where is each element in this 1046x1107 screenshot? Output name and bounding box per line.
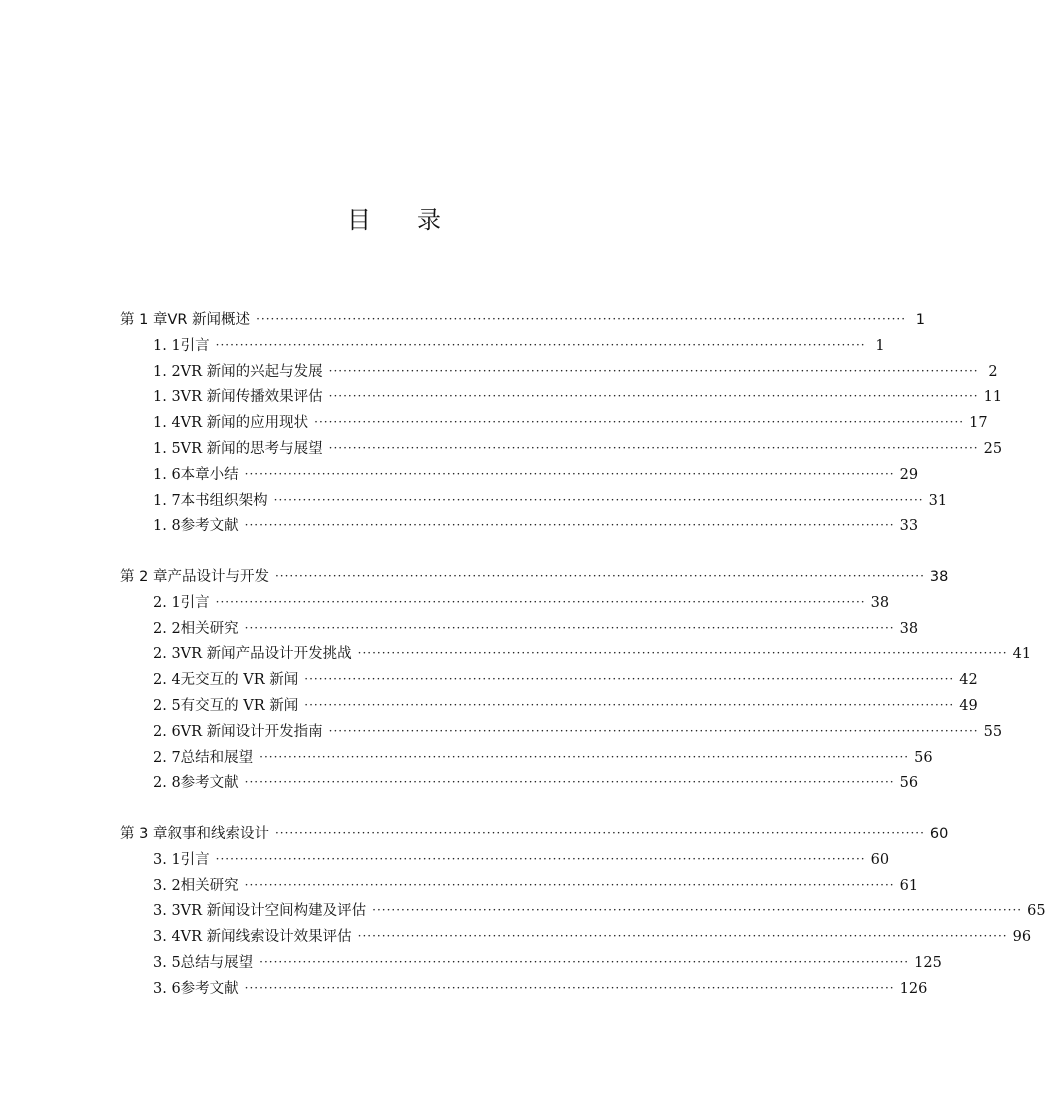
section-number: 2. 3	[153, 646, 181, 663]
dot-leader: ·······································································································································	[274, 569, 925, 583]
section-number: 1. 7	[153, 492, 181, 509]
section-title: 有交互的 VR 新闻	[180, 697, 299, 714]
page-number: 38	[870, 594, 890, 611]
section-number: 1. 6	[153, 466, 181, 483]
title-left-char: 目	[347, 206, 373, 234]
page-number: 125	[914, 954, 942, 971]
toc-section-entry[interactable]	[120, 437, 1003, 463]
section-title: 参考文献	[180, 518, 239, 535]
section-number: 2. 5	[153, 697, 181, 714]
section-title: 无交互的 VR 新闻	[180, 672, 299, 689]
dot-leader: ·······································································································································	[328, 440, 979, 455]
dot-leader: ·······································································································································	[215, 594, 866, 609]
section-number: 3. 4	[153, 929, 181, 946]
dot-leader: ·······································································································································	[274, 826, 925, 840]
page-number: 41	[1012, 646, 1032, 663]
page-number: 1	[915, 312, 926, 328]
dot-leader: ·······································································································································	[357, 646, 1008, 661]
page-number: 1	[875, 337, 885, 354]
section-title: 参考文献	[180, 775, 239, 792]
section-title: VR 新闻设计开发指南	[180, 723, 323, 740]
toc-section-entry[interactable]	[120, 951, 942, 977]
section-number: 2. 6	[153, 723, 181, 740]
toc-chapter-1	[120, 308, 1003, 540]
section-title: 相关研究	[180, 620, 239, 637]
page-number: 11	[983, 389, 1003, 406]
section-number: 1. 8	[153, 518, 181, 535]
chapter-number: 第 2 章	[120, 569, 168, 585]
toc-section-entry[interactable]	[120, 977, 928, 1003]
section-number: 2. 4	[153, 672, 181, 689]
toc-chapter-entry[interactable]	[120, 308, 926, 334]
chapter-title: VR 新闻概述	[167, 312, 251, 328]
page-number: 61	[899, 877, 919, 894]
section-title: 总结与展望	[180, 954, 254, 971]
dot-leader: ·······································································································································	[328, 363, 979, 378]
toc-section-entry[interactable]	[120, 642, 1032, 668]
dot-leader: ·······································································································································	[244, 775, 895, 790]
page-number: 38	[929, 569, 949, 585]
section-title: VR 新闻的兴起与发展	[180, 363, 323, 380]
toc-section-entry[interactable]	[120, 334, 885, 360]
section-number: 3. 6	[153, 980, 181, 997]
chapter-number: 第 3 章	[120, 826, 168, 842]
section-title: VR 新闻产品设计开发挑战	[180, 646, 352, 663]
toc-section-entry[interactable]	[120, 411, 988, 437]
section-number: 1. 1	[153, 337, 181, 354]
dot-leader: ·······································································································································	[304, 672, 955, 687]
page-number: 17	[969, 415, 988, 432]
section-title: 总结和展望	[180, 749, 254, 766]
dot-leader: ·······································································································································	[259, 954, 910, 969]
section-title: 引言	[180, 594, 210, 611]
section-number: 2. 8	[153, 775, 181, 792]
chapter-number: 第 1 章	[120, 312, 168, 328]
toc-section-entry[interactable]	[120, 848, 890, 874]
section-number: 1. 4	[153, 415, 181, 432]
toc-chapter-entry[interactable]	[120, 822, 949, 848]
dot-leader: ·······································································································································	[244, 466, 895, 481]
toc-section-entry[interactable]	[120, 668, 978, 694]
page-number: 2	[988, 363, 998, 380]
section-title: VR 新闻的应用现状	[180, 415, 309, 432]
section-number: 3. 1	[153, 851, 181, 868]
section-title: 引言	[180, 851, 210, 868]
toc-section-entry[interactable]	[120, 463, 919, 489]
page-number: 38	[899, 620, 919, 637]
section-title: 本书组织架构	[180, 492, 268, 509]
section-number: 2. 2	[153, 620, 181, 637]
toc-chapter-entry[interactable]	[120, 565, 949, 591]
toc-section-entry[interactable]	[120, 925, 1032, 951]
toc-chapter-2	[120, 565, 1032, 797]
page-number: 29	[899, 466, 919, 483]
page-number: 65	[1027, 903, 1046, 920]
section-number: 2. 7	[153, 749, 181, 766]
dot-leader: ·······································································································································	[328, 389, 979, 404]
chapter-title: 叙事和线索设计	[167, 826, 269, 842]
page-number: 31	[928, 492, 948, 509]
dot-leader: ·······································································································································	[357, 929, 1008, 944]
section-number: 3. 3	[153, 903, 181, 920]
section-number: 1. 5	[153, 440, 181, 457]
section-number: 1. 3	[153, 389, 181, 406]
dot-leader: ·······································································································································	[215, 337, 866, 352]
toc-section-entry[interactable]	[120, 489, 948, 515]
dot-leader: ·······································································································································	[215, 851, 866, 866]
section-number: 3. 2	[153, 877, 181, 894]
section-number: 3. 5	[153, 954, 181, 971]
section-title: VR 新闻传播效果评估	[180, 389, 323, 406]
dot-leader: ·······································································································································	[244, 620, 895, 635]
dot-leader: ·······································································································································	[244, 980, 895, 995]
toc-section-entry[interactable]	[120, 514, 919, 540]
toc-section-entry[interactable]	[120, 874, 919, 900]
toc-section-entry[interactable]	[120, 617, 919, 643]
toc-section-entry[interactable]	[120, 720, 1003, 746]
toc-section-entry[interactable]	[120, 591, 890, 617]
dot-leader: ·······································································································································	[259, 749, 910, 764]
section-number: 1. 2	[153, 363, 181, 380]
chapter-title: 产品设计与开发	[167, 569, 269, 585]
page-number: 126	[899, 980, 928, 997]
toc-section-entry[interactable]	[120, 360, 998, 386]
section-title: VR 新闻线索设计效果评估	[180, 929, 352, 946]
section-number: 2. 1	[153, 594, 181, 611]
dot-leader: ·······································································································································	[372, 903, 1023, 918]
toc-section-entry[interactable]	[120, 694, 978, 720]
dot-leader: ·······································································································································	[314, 415, 965, 430]
dot-leader: ·······································································································································	[304, 697, 955, 712]
page-number: 33	[899, 518, 919, 535]
page-number: 60	[929, 826, 949, 842]
page-number: 56	[914, 749, 933, 766]
page-number: 49	[959, 697, 978, 714]
toc-section-entry[interactable]	[120, 385, 1003, 411]
page-number: 60	[870, 851, 890, 868]
toc-chapter-3	[120, 822, 1046, 1003]
section-title: 参考文献	[180, 980, 239, 997]
page-number: 55	[983, 723, 1003, 740]
dot-leader: ·······································································································································	[328, 723, 979, 738]
dot-leader: ·······································································································································	[244, 518, 895, 533]
toc-section-entry[interactable]	[120, 899, 1046, 925]
dot-leader: ·······································································································································	[256, 312, 907, 326]
section-title: VR 新闻设计空间构建及评估	[180, 903, 367, 920]
page-number: 56	[899, 775, 919, 792]
title-right-char: 录	[417, 206, 443, 234]
section-title: VR 新闻的思考与展望	[180, 440, 323, 457]
section-title: 引言	[180, 337, 210, 354]
page-title	[0, 200, 790, 235]
dot-leader: ·······································································································································	[244, 877, 895, 892]
page-number: 25	[983, 440, 1003, 457]
toc-section-entry[interactable]	[120, 746, 933, 772]
page-number: 42	[959, 672, 978, 689]
page-number: 96	[1012, 929, 1032, 946]
section-title: 相关研究	[180, 877, 239, 894]
dot-leader: ·······································································································································	[273, 492, 924, 507]
toc-section-entry[interactable]	[120, 771, 919, 797]
section-title: 本章小结	[180, 466, 239, 483]
